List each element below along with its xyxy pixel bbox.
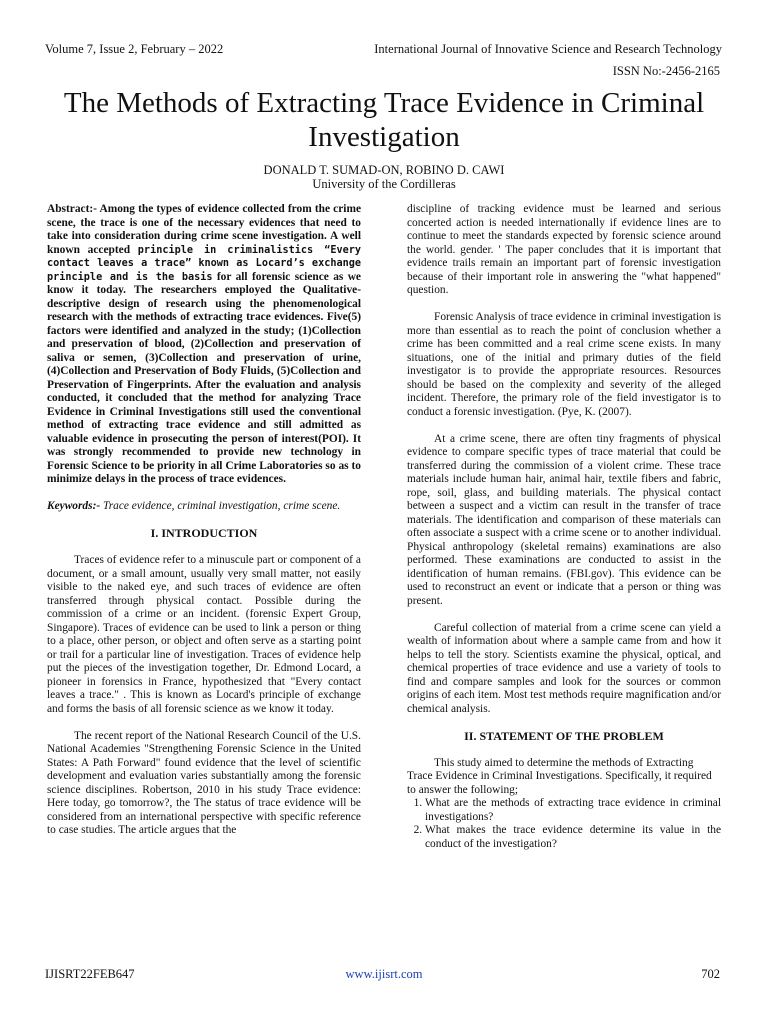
abstract-text-1: Abstract:- Among the types of evidence collected from the crime scene, the trace is one of the necessary evidences that need to take into consideration during crime scene investigation. A well known accepted [47, 203, 361, 256]
abstract-principle-text: principle in criminalistics “Every contact leaves a trace” known as Locard’s exchange principle and is the basis [47, 244, 361, 283]
keywords-label: Keywords:- [47, 500, 101, 512]
section-heading-statement-of-problem: II. STATEMENT OF THE PROBLEM [464, 728, 664, 743]
problem-intro: This study aimed to determine the methods of Extracting Trace Evidence in Criminal Investigations. Specifically, it required to answer the following; [407, 756, 712, 796]
research-question: 1. What are the methods of extracting trace evidence in criminal investigations? [425, 797, 721, 824]
section-heading-introduction: I. INTRODUCTION [150, 526, 258, 540]
intro-paragraph-1: Traces of evidence refer to a minuscule part or component of a document, or a small amount, usually very small matter, not easily visible to the naked eye, and such traces of evidence are often transferred through physical contact. Possible during the commission of a crime or an incident. (forensic Expert Group, Singapore). Traces of evidence can be used to link a person or thing to a place, other person, or object and often serve as a starting point or trail for a particular line of investigation. Traces of evidence help put the pieces of the investigation together, Dr. Edmond Locard, a pioneer in forensics in France, hypothesized that "Every contact leaves a trace." . This is known as Locard's principle of exchange and forms the basis of all forensic science as we know it today. [47, 554, 361, 715]
keywords-text: Trace evidence, criminal investigation, crime scene. [103, 500, 341, 512]
page-number: 702 [701, 967, 720, 981]
abstract-text-2: for all forensic science as we know it today. The researchers employed the Qualitative-descriptive design of research using the phenomenological research with the methods of extracting trace evidences. Five(5) factors were identified and analyzed in the study; (1)Collection and preservation of blood, (2)Collection and preservation of saliva or semen, (3)Collection and preservation of urine, (4)Collection and Preservation of Body Fluids, (5)Collection and Preservation of Fingerprints. After the evaluation and analysis conducted, it concluded that the method for analyzing Trace Evidence in Criminal Investigations still used the conventional method of extracting trace evidence and still admitted as valuable evidence in prosecuting the person of interest(POI). It was strongly recommended to provide new technology in Forensic Science to be priority in all Crime Laboratories so as to minimize delays in the process of trace evidences. [47, 270, 361, 485]
paper-title: The Methods of Extracting Trace Evidence in Criminal Investigation [63, 87, 705, 153]
right-column [407, 203, 721, 851]
intro-paragraph-2: The recent report of the National Research Council of the U.S. National Academies "Strengthening Forensic Science in the United States: A Path Forward" found evidence that the level of scientific development and evaluation varies substantially among the forensic science disciplines. Robertson, 2010 in his study Trace evidence: Here today, go tomorrow?, the The status of trace evidence will be considered from an international perspective with specific reference to case studies. The article argues that the [47, 729, 361, 836]
intro-paragraph-3: Forensic Analysis of trace evidence in criminal investigation is more than essential as to reach the point of conclusion whether a crime has been committed and a real crime scene exists. In many situations, one of the initial and primary duties of the field investigator is to provide the appropriate resources. Resources should be based on the complexity and severity of the alleged incident. Therefore, the primary role of the field investigator is to conduct a forensic investigation. (Pye, K. (2007). [407, 311, 721, 418]
authors: DONALD T. SUMAD-ON, ROBINO D. CAWI [263, 163, 505, 177]
journal-url-link[interactable]: www.ijisrt.com [345, 967, 423, 981]
research-question: 2. What makes the trace evidence determine its value in the conduct of the investigation? [425, 824, 721, 851]
affiliation: University of the Cordilleras [312, 177, 456, 191]
journal-volume: Volume 7, Issue 2, February – 2022 [45, 42, 224, 56]
abstract [47, 203, 361, 487]
keywords [47, 500, 361, 514]
paper-code: IJISRT22FEB647 [45, 967, 135, 981]
intro-paragraph-5: Careful collection of material from a crime scene can yield a wealth of information about where a sample came from and how it helps to tell the story. Scientists examine the physical, optical, and chemical properties of trace evidence and use a variety of tools to find and compare samples and look for the sources or common origins of each item. Most test methods require magnification and/or chemical analysis. [407, 621, 721, 715]
research-questions [407, 797, 721, 851]
left-column [47, 203, 361, 838]
issn: ISSN No:-2456-2165 [612, 64, 720, 78]
intro-paragraph-2-continued: discipline of tracking evidence must be learned and serious concerted action is needed internationally if evidence lines are to continue to meet the standards expected by forensic science around the world. gender. ' The paper concludes that it is important that evidence trails remain an important part of forensic investigation because of their important role in answering the "what happened" question. [407, 203, 721, 296]
intro-paragraph-4: At a crime scene, there are often tiny fragments of physical evidence to compare specific types of trace material that could be transferred during the commission of a violent crime. These trace materials include human hair, animal hair, textile fibers and fabric, rope, soil, glass, and building materials. The physical contact between a suspect and a victim can result in the transfer of trace materials. The identification and comparison of these materials can often associate a suspect with a crime scene or to another individual. Physical anthropology (skeletal remains) examinations are also performed. These examinations are conducted to assist in the identification of human remains. (FBI.gov). This evidence can be used to reconstruct an event or indicate that a person or thing was present. [407, 432, 721, 607]
journal-name: International Journal of Innovative Science and Research Technology [374, 42, 722, 56]
